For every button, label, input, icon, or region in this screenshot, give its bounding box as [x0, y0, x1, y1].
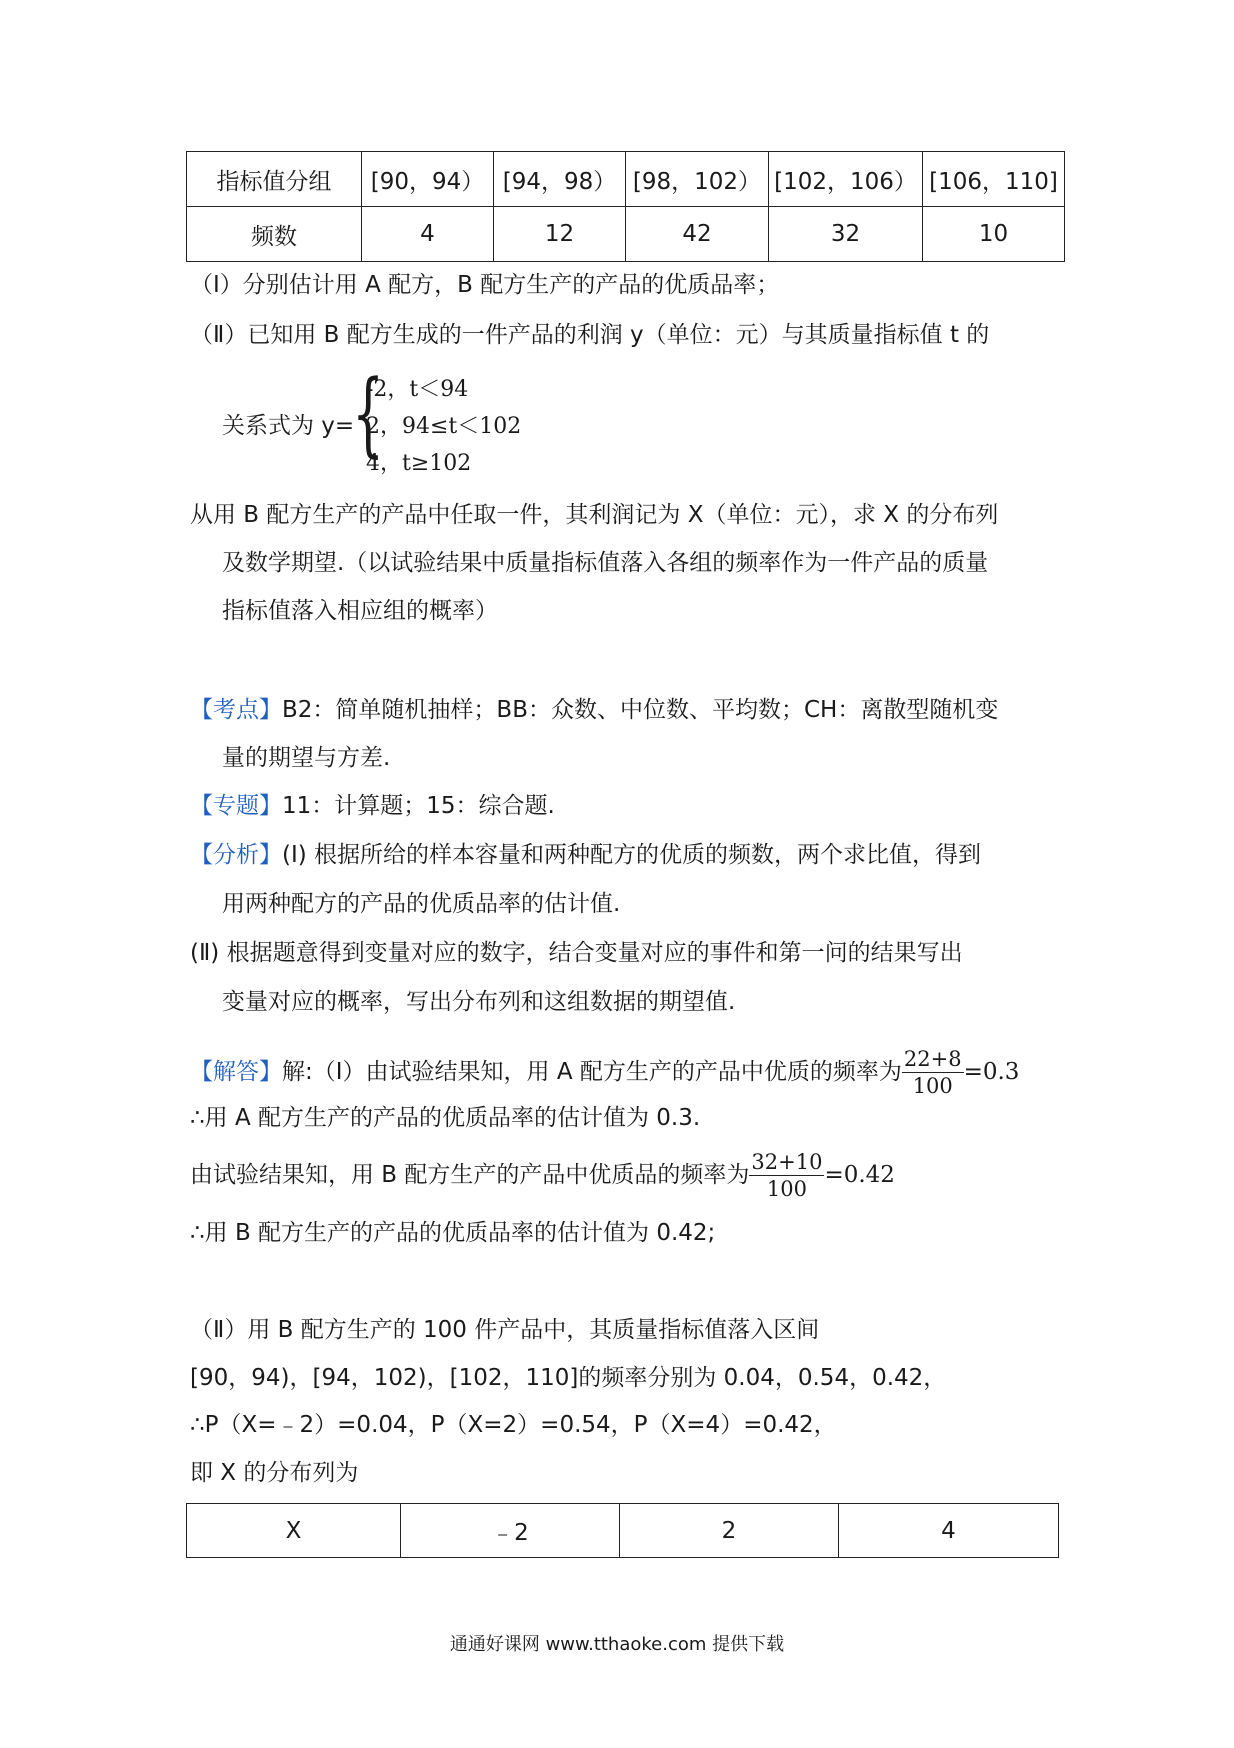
fraction-2-numerator: 32+10: [751, 1150, 823, 1174]
jieda-line-1: 解:（Ⅰ）由试验结果知，用 A 配方生产的产品中优质的频率为: [282, 1059, 902, 1085]
kaodian-tag: 【考点】: [190, 697, 282, 723]
fenxi-line-3: (Ⅱ) 根据题意得到变量对应的数字，结合变量对应的事件和第一问的结果写出: [190, 940, 963, 966]
table-cell: [98，102）: [626, 152, 769, 207]
fraction-2-denominator: 100: [766, 1177, 807, 1201]
fraction-1: [902, 1046, 964, 1099]
question-part-2-line-3: 及数学期望.（以试验结果中质量指标值落入各组的频率作为一件产品的质量: [222, 550, 989, 576]
fraction-1-denominator: 100: [912, 1074, 953, 1098]
question-part-2-line-4: 指标值落入相应组的概率）: [222, 598, 498, 624]
jieda-line-3-text: 由试验结果知，用 B 配方生产的产品中优质品的频率为: [190, 1162, 750, 1188]
table-row: [187, 207, 1065, 262]
table-cell: 4: [362, 207, 494, 262]
table-cell: X: [187, 1504, 401, 1558]
jieda-line-5: （Ⅱ）用 B 配方生产的 100 件产品中，其质量指标值落入区间: [190, 1317, 820, 1343]
fraction-1-result: =0.3: [963, 1059, 1020, 1085]
case-3: 4，t≥102: [366, 451, 472, 476]
jieda-tag: 【解答】: [190, 1059, 282, 1085]
table-cell: 10: [923, 207, 1065, 262]
table-cell: [106，110]: [923, 152, 1065, 207]
fenxi-section: [190, 840, 981, 870]
jieda-line-6: [90，94)，[94，102)，[102，110]的频率分别为 0.04，0.54，0.42，: [190, 1365, 947, 1391]
jieda-line-3: [190, 1148, 895, 1202]
relation-prefix: 关系式为 y=: [222, 413, 355, 439]
kaodian-section: [190, 695, 998, 725]
table-cell: 频数: [187, 207, 362, 262]
jieda-line-8: 即 X 的分布列为: [190, 1460, 359, 1486]
fraction-2-result: =0.42: [824, 1162, 895, 1188]
table-header-row: [187, 152, 1065, 207]
table-cell: 42: [626, 207, 769, 262]
jieda-line-2: ∴用 A 配方生产的产品的优质品率的估计值为 0.3.: [190, 1105, 701, 1131]
fraction-1-numerator: 22+8: [903, 1047, 962, 1071]
question-part-1: （Ⅰ）分别估计用 A 配方，B 配方生产的产品的优质品率；: [190, 272, 780, 298]
zhuanti-tag: 【专题】: [190, 793, 282, 819]
frequency-table: [186, 151, 1065, 262]
table-cell: [90，94）: [362, 152, 494, 207]
kaodian-text: B2：简单随机抽样；BB：众数、中位数、平均数；CH：离散型随机变: [282, 697, 999, 723]
jieda-section: [190, 1045, 1019, 1099]
table-cell: 32: [769, 207, 923, 262]
table-cell: [94，98）: [494, 152, 626, 207]
table-cell: 2: [620, 1504, 839, 1558]
kaodian-line-2: 量的期望与方差.: [222, 745, 391, 771]
table-cell: 4: [839, 1504, 1059, 1558]
page-footer: 通通好课网 www.tthaoke.com 提供下载: [449, 1634, 785, 1655]
case-2: 2，94≤t＜102: [366, 414, 522, 439]
jieda-line-4: ∴用 B 配方生产的产品的优质品率的估计值为 0.42;: [190, 1220, 716, 1246]
question-part-2-line-2: 从用 B 配方生产的产品中任取一件，其利润记为 X（单位：元），求 X 的分布列: [190, 502, 999, 528]
fenxi-line-4: 变量对应的概率，写出分布列和这组数据的期望值.: [222, 989, 736, 1015]
table-cell: [102，106）: [769, 152, 923, 207]
distribution-table: [186, 1503, 1059, 1558]
fenxi-line-2: 用两种配方的产品的优质品率的估计值.: [222, 891, 621, 917]
case-1: -2，t＜94: [366, 377, 469, 402]
zhuanti-section: [190, 791, 555, 821]
table-cell: ﹣2: [401, 1504, 620, 1558]
zhuanti-text: 11：计算题；15：综合题.: [282, 793, 555, 819]
table-cell: 指标值分组: [187, 152, 362, 207]
table-row: [187, 1504, 1059, 1558]
question-part-2-line-1: （Ⅱ）已知用 B 配方生成的一件产品的利润 y（单位：元）与其质量指标值 t 的: [190, 322, 990, 348]
left-brace-icon: {: [352, 360, 385, 467]
fenxi-text: (Ⅰ) 根据所给的样本容量和两种配方的优质的频数，两个求比值，得到: [282, 842, 982, 868]
jieda-line-7: ∴P（X=﹣2）=0.04，P（X=2）=0.54，P（X=4）=0.42，: [190, 1412, 837, 1438]
fraction-2: [749, 1149, 824, 1202]
fenxi-tag: 【分析】: [190, 842, 282, 868]
table-cell: 12: [494, 207, 626, 262]
